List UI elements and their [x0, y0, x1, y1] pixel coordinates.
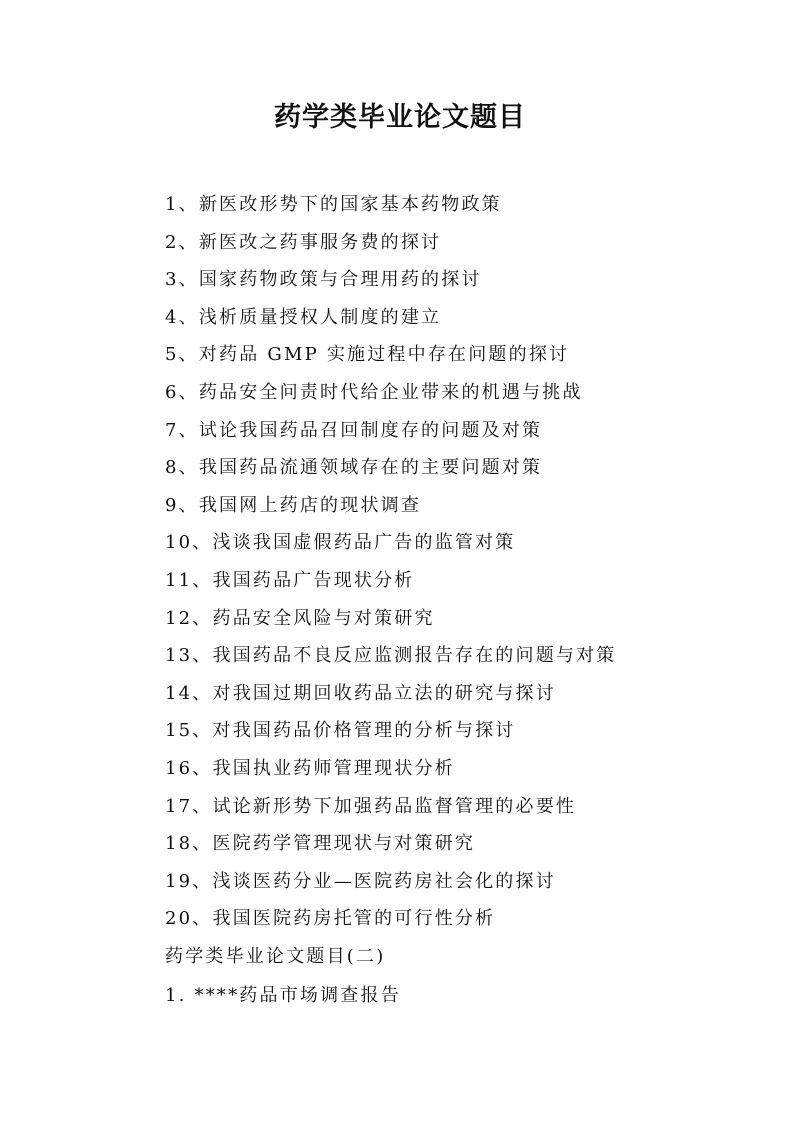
topic-item: 12、药品安全风险与对策研究 — [165, 607, 435, 629]
topic-item: 18、医院药学管理现状与对策研究 — [165, 833, 476, 855]
topic-item: 19、浅谈医药分业—医院药房社会化的探讨 — [165, 870, 556, 892]
topic-list — [165, 186, 617, 938]
topic-item: 8、我国药品流通领域存在的主要问题对策 — [165, 457, 543, 479]
topic-item: 6、药品安全问责时代给企业带来的机遇与挑战 — [165, 381, 583, 403]
topic-item: 14、对我国过期回收药品立法的研究与探讨 — [165, 682, 556, 704]
topic-item: 2、新医改之药事服务费的探讨 — [165, 231, 442, 253]
topic-item: 17、试论新形势下加强药品监督管理的必要性 — [165, 795, 577, 817]
topic-item: 7、试论我国药品召回制度存的问题及对策 — [165, 419, 543, 441]
topic-item: 15、对我国药品价格管理的分析与探讨 — [165, 720, 516, 742]
topic-item: 5、对药品 GMP 实施过程中存在问题的探讨 — [165, 344, 570, 366]
page-title: 药学类毕业论文题目 — [274, 102, 526, 133]
section-item: 1. ****药品市场调查报告 — [165, 985, 401, 1006]
topic-item: 10、浅谈我国虚假药品广告的监管对策 — [165, 532, 516, 554]
topic-item: 13、我国药品不良反应监测报告存在的问题与对策 — [165, 645, 617, 667]
topic-item: 4、浅析质量授权人制度的建立 — [165, 306, 442, 328]
section-heading: 药学类毕业论文题目(二) — [165, 946, 386, 967]
topic-item: 3、国家药物政策与合理用药的探讨 — [165, 269, 482, 291]
topic-item: 11、我国药品广告现状分析 — [165, 569, 415, 591]
topic-item: 16、我国执业药师管理现状分析 — [165, 757, 455, 779]
topic-item: 9、我国网上药店的现状调查 — [165, 494, 422, 516]
topic-item: 1、新医改形势下的国家基本药物政策 — [165, 194, 502, 215]
topic-item: 20、我国医院药房托管的可行性分析 — [165, 908, 496, 930]
